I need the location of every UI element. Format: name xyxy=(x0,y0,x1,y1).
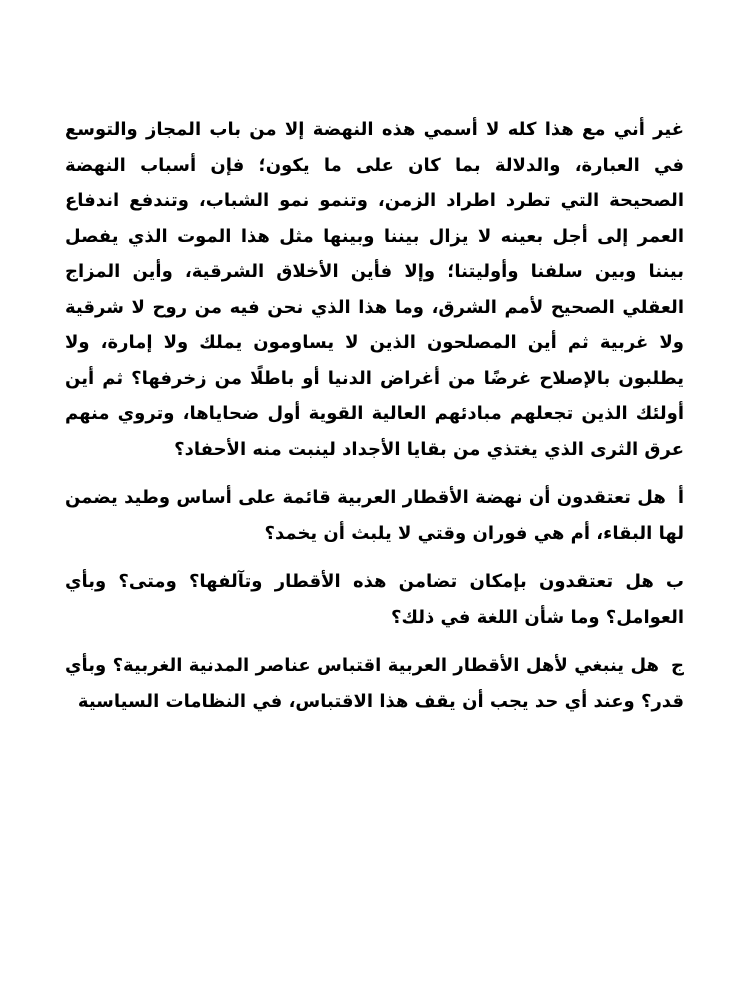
question-a xyxy=(65,480,684,551)
question-letter: أ xyxy=(677,487,684,508)
question-text: هل تعتقدون أن نهضة الأقطار العربية قائمة على أساس وطيد يضمن لها البقاء، أم هي فوران وقتي لا يلبث أن يخمد؟ xyxy=(65,487,684,544)
document-page xyxy=(65,112,684,719)
question-b xyxy=(65,564,684,635)
body-paragraph: غير أني مع هذا كله لا أسمي هذه النهضة إلا من باب المجاز والتوسع في العبارة، والدلالة بما كان على ما يكون؛ فإن أسباب النهضة الصحيحة التي تطرد اطراد الزمن، وتنمو نمو الشباب، وتندفع اندفاع العمر إلى أجل بعينه لا يزال بيننا وبينها مثل هذا الموت الذي يفصل بيننا وبين سلفنا وأوليتنا؛ وإلا فأين الأخلاق الشرقية، وأين المزاج العقلي الصحيح لأمم الشرق، وما هذا الذي نحن فيه من روح لا شرقية ولا غربية ثم أين المصلحون الذين لا يساومون يملك ولا إمارة، ولا يطلبون بالإصلاح غرضًا من أغراض الدنيا أو باطلًا من زخرفها؟ ثم أين أولئك الذين تجعلهم مبادئهم العالية القوية أول ضحاياها، وتروي منهم عرق الثرى الذي يغتذي من بقايا الأجداد لينبت منه الأحفاد؟ xyxy=(65,119,684,460)
question-letter: ب xyxy=(665,571,684,592)
question-c xyxy=(65,648,684,719)
question-text: هل تعتقدون بإمكان تضامن هذه الأقطار وتآلفها؟ ومتى؟ وبأي العوامل؟ وما شأن اللغة في ذلك؟ xyxy=(65,571,684,628)
question-text: هل ينبغي لأهل الأقطار العربية اقتباس عناصر المدنية الغربية؟ وبأي قدر؟ وعند أي حد يجب أن يقف هذا الاقتباس، في النظامات السياسية xyxy=(65,655,684,712)
question-letter: ج xyxy=(671,655,684,676)
